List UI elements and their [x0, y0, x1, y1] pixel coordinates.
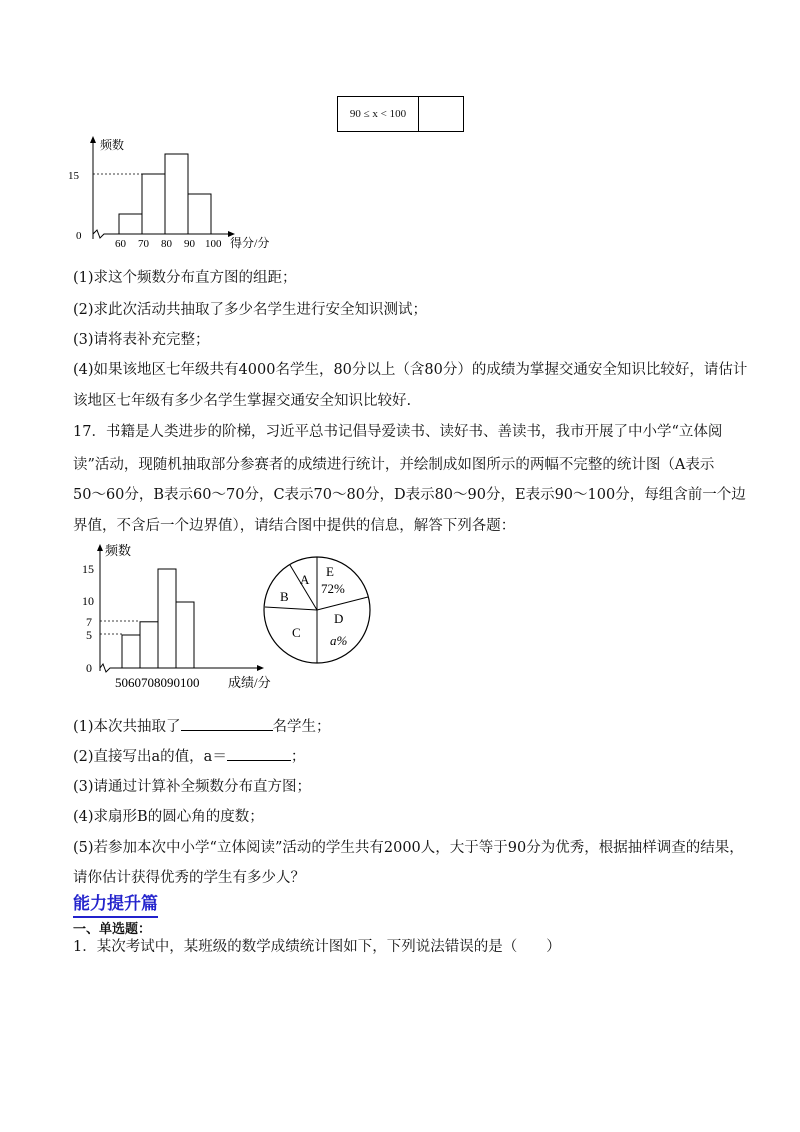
bars-group	[119, 154, 211, 234]
x-tick-90: 90	[184, 238, 195, 250]
x-tick-labels: 5060708090100	[115, 675, 200, 690]
slice-label-b: B	[280, 589, 289, 604]
bar-90-100	[176, 602, 194, 668]
bar-60-70	[122, 635, 140, 668]
q17-sub2-text: (2)直接写出a的值，a＝	[73, 749, 227, 765]
bar-80-90	[165, 154, 188, 234]
section-subtitle: 一、单选题：	[73, 922, 152, 937]
slice-label-a: A	[300, 572, 310, 587]
y-axis-arrow	[90, 136, 96, 143]
slice-label-d: D	[334, 611, 344, 626]
x-tick-60: 60	[115, 238, 126, 250]
x-tick-70: 70	[138, 238, 149, 250]
q17-line2: 读”活动，现随机抽取部分参赛者的成绩进行统计，并绘制成如图所示的两幅不完整的统计图（A表示	[73, 457, 715, 473]
pie-chart	[262, 555, 378, 671]
range-cell: 90 ≤ x < 100	[338, 97, 419, 132]
y-tick-10: 10	[82, 594, 94, 608]
q17-sub1	[73, 716, 331, 737]
y-tick-15: 15	[82, 562, 94, 576]
bar-70-80	[140, 622, 158, 668]
q16-part1: (1)求这个频数分布直方图的组距；	[73, 270, 297, 286]
q17-sub5-line1: (5)若参加本次中小学“立体阅读”活动的学生共有2000人，大于等于90分为优秀，根据抽样调查的结果，	[73, 840, 744, 856]
x-tick-80: 80	[161, 238, 172, 250]
next-question: 1．某次考试中，某班级的数学成绩统计图如下，下列说法错误的是（ ）	[73, 939, 561, 955]
frequency-table-fragment	[337, 96, 464, 132]
bar-60-70	[119, 214, 142, 234]
x-axis-label: 成绩/分	[228, 675, 271, 690]
table-row	[338, 97, 464, 132]
y-tick-5: 5	[86, 628, 92, 642]
q17-line3: 50～60分，B表示60～70分，C表示70～80分，D表示80～90分，E表示90～100分，每组含前一个边	[73, 487, 746, 503]
x-tick-100: 100	[205, 238, 222, 250]
q16-part3: (3)请将表补充完整；	[73, 332, 210, 348]
answer-blank-1[interactable]	[181, 716, 273, 731]
q16-part4-line1: (4)如果该地区七年级共有4000名学生，80分以上（含80分）的成绩为掌握交通安全知识比较好，请估计	[73, 362, 748, 378]
slice-label-c: C	[292, 625, 301, 640]
section-title: 能力提升篇	[73, 893, 158, 918]
q17-line4: 界值，不含后一个边界值），请结合图中提供的信息，解答下列各题：	[73, 518, 516, 534]
bar-90-100	[188, 194, 211, 234]
slice-percent-e: 72%	[321, 581, 345, 596]
q17-sub5-line2: 请你估计获得优秀的学生有多少人？	[73, 870, 305, 886]
y-tick-0: 0	[86, 661, 92, 675]
q17-sub1-tail: 名学生；	[272, 719, 331, 735]
bar-70-80	[142, 174, 165, 234]
slice-label-e: E	[326, 564, 334, 579]
q17-sub4: (4)求扇形B的圆心角的度数；	[73, 809, 264, 825]
y-axis-label: 频数	[100, 138, 125, 152]
y-tick-0: 0	[76, 230, 82, 242]
q17-sub3: (3)请通过计算补全频数分布直方图；	[73, 779, 312, 795]
y-tick-7: 7	[86, 615, 92, 629]
q17-line1: 17．书籍是人类进步的阶梯，习近平总书记倡导爱读书、读好书、善读书，我市开展了中小学“立体阅	[73, 424, 723, 440]
slice-percent-d: a%	[330, 633, 348, 648]
histogram-chart-1	[60, 134, 290, 254]
slice-divider-c-b	[265, 607, 317, 610]
answer-blank-2[interactable]	[227, 746, 291, 761]
x-axis-label: 得分/分	[230, 236, 270, 250]
bars-group	[122, 569, 194, 668]
q17-sub2	[73, 746, 305, 767]
q17-sub2-tail: ；	[290, 749, 306, 765]
bar-80-90	[158, 569, 176, 668]
q16-part4-line2: 该地区七年级有多少名学生掌握交通安全知识比较好.	[73, 393, 412, 409]
y-tick-15: 15	[68, 170, 79, 182]
q16-part2: (2)求此次活动共抽取了多少名学生进行安全知识测试；	[73, 302, 428, 318]
count-cell	[419, 97, 464, 132]
y-axis-label: 频数	[105, 543, 132, 558]
q17-sub1-text: (1)本次共抽取了	[73, 719, 181, 735]
y-axis-arrow	[97, 544, 103, 551]
slice-divider-e-d	[317, 597, 368, 610]
